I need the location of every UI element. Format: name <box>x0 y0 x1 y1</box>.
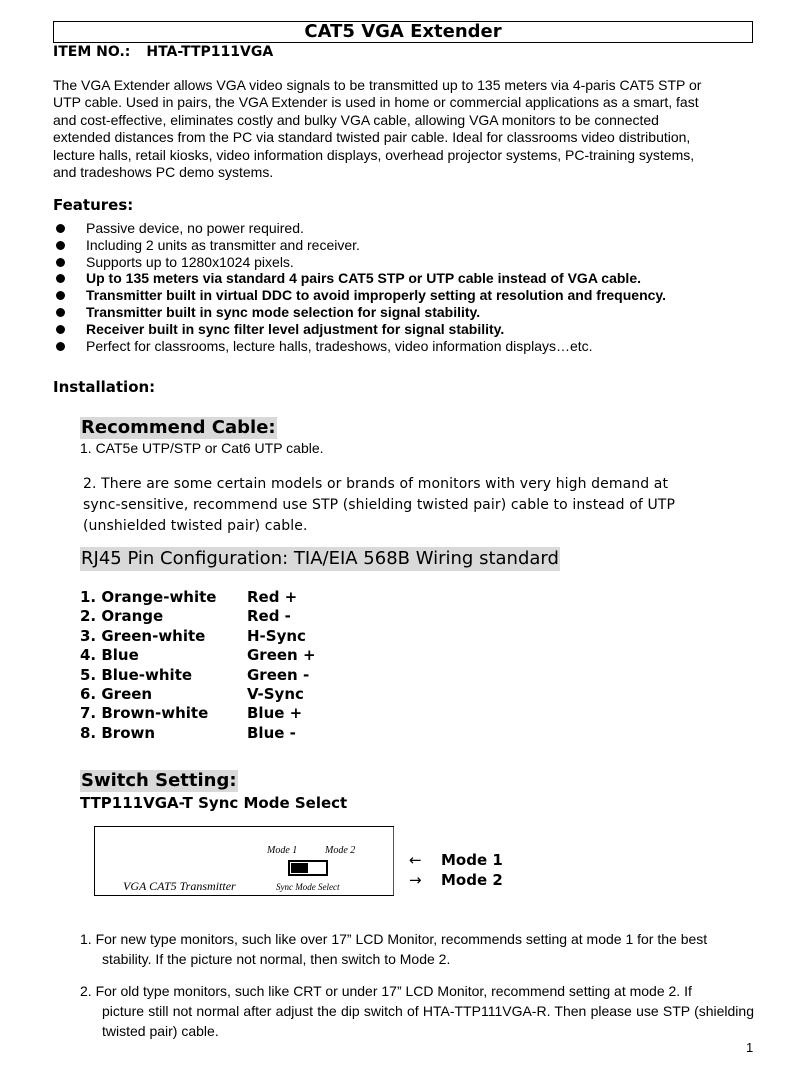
pin-signal: Red - <box>247 607 291 626</box>
intro-line: The VGA Extender allows VGA video signals to be transmitted up to 135 meters via 4-paris CAT5 STP or <box>53 77 702 93</box>
feature-item <box>53 338 773 355</box>
feature-text: Including 2 units as transmitter and receiver. <box>86 236 360 253</box>
bullet-icon <box>56 241 65 250</box>
feature-item <box>53 220 773 237</box>
device-name-label: VGA CAT5 Transmitter <box>123 879 236 893</box>
device-mode-2-label: Mode 2 <box>325 845 356 856</box>
sync-mode-heading: TTP111VGA-T Sync Mode Select <box>80 794 348 812</box>
mode-2-indicator <box>409 871 503 889</box>
bullet-icon <box>56 342 65 351</box>
feature-text: Receiver built in sync filter level adjustment for signal stability. <box>86 320 505 337</box>
mode-1-indicator <box>409 851 503 869</box>
pin-row <box>80 685 316 704</box>
installation-heading: Installation: <box>53 378 156 396</box>
pin-signal: Green + <box>247 646 316 665</box>
pin-wire: 6. Green <box>80 684 153 703</box>
intro-line: and tradeshows PC demo systems. <box>53 164 274 181</box>
pin-row <box>80 588 316 607</box>
pin-signal: Red + <box>247 588 298 606</box>
bullet-icon <box>56 224 65 233</box>
pin-row <box>80 627 316 646</box>
feature-item <box>53 287 773 304</box>
pin-row <box>80 646 316 665</box>
recommend-cable-line: sync-sensitive, recommend use STP (shielding twisted pair) cable to instead of UTP <box>83 497 676 513</box>
pin-wire: 4. Blue <box>80 646 139 665</box>
pin-row <box>80 724 316 743</box>
intro-line: lecture halls, retail kiosks, video information displays, overhead projector systems, PC-training systems, <box>53 146 695 163</box>
device-mode-1-label: Mode 1 <box>267 845 298 856</box>
bullet-icon <box>56 291 65 300</box>
intro-line: UTP cable. Used in pairs, the VGA Extender is used in home or commercial applications as a smart, fast <box>53 94 699 111</box>
item-number <box>53 44 273 60</box>
intro-paragraph <box>53 77 759 181</box>
pin-signal: V-Sync <box>247 684 304 703</box>
pin-wire: 3. Green-white <box>80 626 206 645</box>
feature-item <box>53 321 773 338</box>
bullet-icon <box>56 258 65 267</box>
note-text: 2. For old type monitors, such like CRT or under 17” LCD Monitor, recommend setting at mode 2. If <box>80 983 692 999</box>
bullet-icon <box>56 274 65 283</box>
features-list <box>53 220 773 354</box>
mode-1-text: Mode 1 <box>441 851 503 869</box>
rj45-heading: RJ45 Pin Configuration: TIA/EIA 568B Wiring standard <box>81 548 559 569</box>
recommend-cable-item-1: 1. CAT5e UTP/STP or Cat6 UTP cable. <box>80 440 324 456</box>
pin-row <box>80 607 316 626</box>
feature-text: Passive device, no power required. <box>86 220 304 236</box>
intro-line: extended distances from the PC via standard twisted pair cable. Ideal for classrooms video distribution, <box>53 129 691 146</box>
bullet-icon <box>56 325 65 334</box>
pin-signal: H-Sync <box>247 626 306 645</box>
pin-wire: 8. Brown <box>80 723 156 742</box>
arrow-left-icon: ← <box>409 851 422 869</box>
feature-item <box>53 237 773 254</box>
pin-wire: 1. Orange-white <box>80 588 217 606</box>
pin-wire: 5. Blue-white <box>80 665 193 684</box>
pin-row <box>80 704 316 723</box>
sync-mode-select-label: Sync Mode Select <box>276 882 340 892</box>
pin-signal: Blue + <box>247 704 303 723</box>
recommend-cable-line: (unshielded twisted pair) cable. <box>83 518 308 534</box>
arrow-right-icon: → <box>409 871 422 889</box>
item-number-value: HTA-TTP111VGA <box>146 44 274 60</box>
feature-item <box>53 304 773 321</box>
feature-text: Perfect for classrooms, lecture halls, tradeshows, video information displays…etc. <box>86 337 593 354</box>
recommend-cable-item-2 <box>83 474 763 537</box>
feature-text: Transmitter built in sync mode selection for signal stability. <box>86 303 481 320</box>
feature-text: Transmitter built in virtual DDC to avoid improperly setting at resolution and frequency. <box>86 287 667 304</box>
mode-2-text: Mode 2 <box>441 871 503 889</box>
feature-text: Supports up to 1280x1024 pixels. <box>86 253 294 270</box>
item-number-label: ITEM NO.: <box>53 44 131 60</box>
intro-line: and cost-effective, eliminates costly and bulky VGA cable, allowing VGA monitors to be connected <box>53 111 659 128</box>
pin-signal: Blue - <box>247 723 296 742</box>
feature-item <box>53 254 773 271</box>
note-text: picture still not normal after adjust the dip switch of HTA-TTP111VGA-R. Then please use STP (shielding twisted pair) cable. <box>102 1003 754 1039</box>
page-title: CAT5 VGA Extender <box>53 21 753 43</box>
recommend-cable-line: 2. There are some certain models or brands of monitors with very high demand at <box>83 476 669 492</box>
features-heading: Features: <box>53 196 134 214</box>
recommend-cable-heading: Recommend Cable: <box>81 417 276 438</box>
page-number: 1 <box>746 1040 754 1055</box>
sync-mode-switch <box>288 860 328 876</box>
mode-note-1 <box>80 929 754 969</box>
pin-signal: Green - <box>247 665 310 684</box>
pin-wire: 2. Orange <box>80 607 164 626</box>
switch-setting-heading: Switch Setting: <box>81 770 237 791</box>
feature-text: Up to 135 meters via standard 4 pairs CAT5 STP or UTP cable instead of VGA cable. <box>86 270 641 287</box>
mode-note-2 <box>80 981 754 1041</box>
note-text: stability. If the picture not normal, then switch to Mode 2. <box>102 951 451 967</box>
bullet-icon <box>56 308 65 317</box>
pin-configuration-table <box>80 588 316 743</box>
feature-item <box>53 270 773 287</box>
pin-row <box>80 666 316 685</box>
switch-knob <box>291 863 308 873</box>
note-text: 1. For new type monitors, such like over 17” LCD Monitor, recommends setting at mode 1 for the best <box>80 931 708 947</box>
transmitter-diagram <box>94 826 394 896</box>
pin-wire: 7. Brown-white <box>80 704 209 723</box>
